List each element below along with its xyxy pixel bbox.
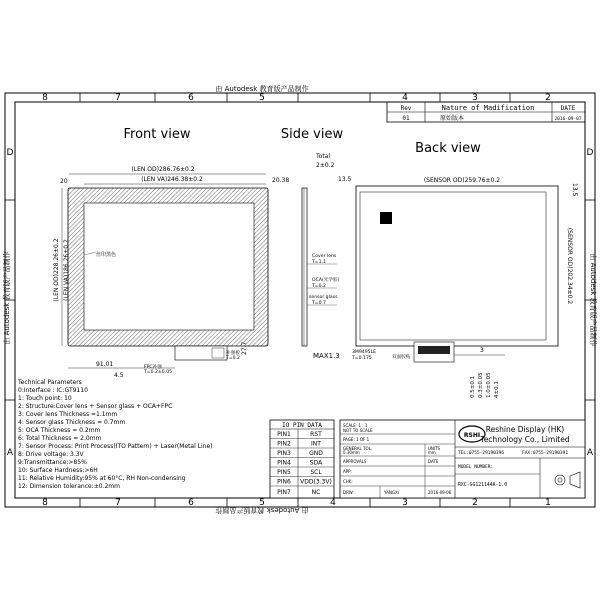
io-pin: PIN7 — [277, 489, 291, 496]
front-view-title: Front view — [123, 127, 191, 142]
io-pin: PIN4 — [277, 459, 291, 467]
io-title: IO PIN DATA — [282, 422, 322, 429]
grid-col-label: 3 — [402, 498, 408, 508]
double-tape-label: 3M9495LE — [352, 350, 377, 355]
tech-line: 10: Surface Hardness:>6H — [18, 467, 98, 474]
front-va-height: (LEN VA)186.26±0.2 — [63, 239, 70, 301]
company-fax: FAX:0755-29190391 — [522, 451, 569, 456]
oca-thickness: T=0.2 — [312, 284, 326, 289]
side-stack — [302, 188, 307, 346]
date-header: DATE — [560, 105, 576, 112]
logo-text: RSHI — [463, 432, 481, 439]
tech-line: 2: Structure:Cover lens + Sensor glass + OCA+FPC — [18, 403, 173, 410]
io-signal: GND — [309, 450, 323, 457]
fpc-tail-length: 27.7 — [241, 341, 248, 355]
fpc-dim-c: 1.0±0.05 — [486, 372, 492, 398]
tb-approvals: APPROVALS — [343, 459, 367, 464]
sensor-thickness: T=0.7 — [312, 301, 326, 306]
watermark-right: 由 Autodesk 教育版产品制作 — [589, 253, 597, 347]
tech-line: 7: Sensor Process: Print Process(ITO Pattern) + Laser(Metal Line) — [18, 443, 213, 450]
sensor-label: sensor glass — [309, 295, 338, 300]
front-od-height: (LEN OD)228.26±0.2 — [53, 238, 60, 302]
fpc-note: FPC补强 — [144, 365, 162, 370]
tech-line: 3: Cover lens Thickness =1.1mm — [18, 411, 118, 418]
tb-tol-value: 0.30mm — [343, 450, 360, 455]
grid-col-label: 6 — [188, 498, 194, 508]
tech-line: 1: Touch point: 10 — [18, 395, 72, 402]
sensor-height: (SENSOR OD)202.34±0.2 — [566, 227, 573, 305]
front-right-margin: 20.38 — [272, 177, 290, 184]
model-number: RXC-GG121144A-1.0 — [458, 483, 508, 488]
total-label: Total — [316, 153, 331, 160]
fpc-dim-3: 3 — [480, 347, 484, 354]
watermark-top: 由 Autodesk 教育版产品制作 — [215, 85, 309, 93]
tech-line: 5: OCA Thickness = 0.2mm — [18, 427, 101, 434]
rev-date: 2016-09-07 — [554, 117, 582, 122]
rev-header: Rev — [400, 105, 412, 112]
grid-row-label: D — [586, 148, 594, 158]
company-name-1: Reshine Display (HK) — [485, 425, 565, 434]
fpc-offset: 91.01 — [96, 361, 114, 368]
cover-label: Cover lens — [312, 254, 337, 259]
tb-units-value: mm — [428, 450, 436, 455]
grid-col-label: 7 — [115, 498, 121, 508]
company-tel: TEL:0755-29190396 — [458, 451, 505, 456]
tb-drawer: YANGXI — [384, 490, 399, 495]
io-signal: SDA — [309, 459, 323, 467]
fpc-dim-b: 0.3±0.05 — [478, 372, 484, 398]
nature-header: Nature of Madification — [441, 104, 535, 112]
grid-col-label: 8 — [42, 498, 48, 508]
fpc-dim-a: 0.5±0.1 — [470, 375, 476, 398]
back-view-title: Back view — [415, 141, 481, 156]
rev-value: 01 — [402, 115, 410, 122]
total-value: 2±0.2 — [316, 162, 335, 169]
tb-app: APP: — [343, 469, 352, 474]
front-view — [53, 166, 289, 379]
grid-col-label: 5 — [259, 93, 265, 103]
io-signal: VDD(3.3V) — [300, 478, 332, 486]
tb-date-label: DATE — [428, 459, 439, 464]
back-right-margin: 13.5 — [571, 183, 578, 197]
back-left-margin: 13.5 — [338, 176, 352, 183]
tech-line: 4: Sensor glass Thickness = 0.7mm — [18, 419, 126, 426]
tb-drw-date: 2016-09-06 — [428, 490, 452, 495]
double-tape-thickness: T=0.175 — [352, 356, 372, 361]
tape-note: 双面胶贴 — [392, 355, 411, 360]
grid-row-label: A — [586, 448, 594, 458]
side-max: MAX1.3 — [313, 352, 340, 360]
sensor-width: (SENSOR OD)259.76±0.2 — [423, 177, 501, 184]
grid-col-label: 8 — [42, 93, 48, 103]
fpc-width: 4.5 — [114, 372, 124, 379]
io-pin: PIN5 — [277, 469, 291, 476]
tech-parameters — [17, 379, 213, 490]
model-label: MODEL NUMBER: — [458, 465, 494, 470]
tb-not-to-scale: NOT TO SCALE — [343, 428, 373, 433]
fpc-note-thickness: T=0.2±0.05 — [144, 370, 173, 375]
viewing-area — [84, 203, 254, 330]
watermark-left: 由 Autodesk 教育版产品制作 — [3, 251, 11, 345]
side-view — [302, 153, 340, 360]
silk-label: 丝印黑色 — [96, 252, 117, 258]
tb-chk: CHK: — [343, 479, 353, 484]
io-signal: SCL — [310, 469, 322, 476]
ic-block — [380, 212, 392, 224]
stiffener-label: 补强板 — [226, 351, 240, 356]
back-view — [338, 176, 578, 398]
front-od-width: (LEN OD)286.76±0.2 — [131, 166, 195, 173]
side-view-title: Side view — [280, 127, 344, 142]
company-name-2: Technology Co., Limited — [480, 435, 570, 444]
grid-col-label: 5 — [259, 498, 265, 508]
tb-general-tol: GENERAL TOL. — [343, 446, 373, 451]
tb-scale: SCALE: 1 : 1 — [343, 423, 368, 428]
tb-drw: DRW: — [343, 490, 354, 495]
front-va-width: (LEN VA)246.38±0.2 — [141, 176, 203, 183]
tb-page: PAGE: 1 OF 1 — [343, 437, 370, 442]
stiffener-thickness: T=0.2 — [226, 356, 240, 361]
cover-thickness: T=1.1 — [312, 260, 326, 265]
tb-units: UNITS — [428, 446, 441, 451]
io-pin-table — [270, 420, 334, 498]
revision-table — [387, 102, 585, 122]
tech-line: 0:Interface : IC:GT9110 — [18, 387, 88, 394]
grid-col-label: 2 — [472, 498, 478, 508]
grid-col-label: 2 — [545, 93, 551, 103]
tech-line: 12: Dimension tolerance:±0.2mm — [18, 483, 120, 490]
io-pin: PIN1 — [277, 431, 291, 438]
tech-line: 9:Transmittance:>85% — [18, 459, 87, 466]
grid-col-label: 7 — [115, 93, 121, 103]
io-signal: INT — [311, 440, 321, 448]
io-signal: NC — [311, 489, 321, 496]
io-pin: PIN2 — [277, 440, 291, 448]
fpc-dim-d: 4±0.1 — [494, 381, 500, 398]
io-signal: RST — [310, 431, 322, 438]
grid-col-label: 4 — [402, 93, 408, 103]
tech-line: 8: Drive voltage: 3.3V — [18, 451, 84, 458]
io-pin: PIN3 — [277, 450, 291, 457]
tech-line: 11: Relative Humidity:95% at 60°C, RH Non-condensing — [18, 475, 186, 482]
oca-label: OCA(光学胶) — [312, 278, 340, 283]
front-top-margin: 20 — [60, 178, 68, 185]
grid-col-label: 6 — [188, 93, 194, 103]
tech-line: 6: Total Thickness = 2.0mm — [18, 435, 102, 442]
sensor-outline — [356, 186, 558, 346]
grid-row-label: A — [6, 448, 14, 458]
grid-col-label: 4 — [330, 498, 336, 508]
double-tape — [418, 346, 450, 354]
watermark-bottom: 由 Autodesk 教育版产品制作 — [215, 506, 309, 514]
rev-nature: 原始版本 — [440, 115, 465, 122]
tech-title: Technical Parameters — [18, 379, 82, 386]
grid-col-label: 1 — [545, 498, 551, 508]
io-pin: PIN6 — [277, 478, 291, 486]
grid-col-label: 3 — [472, 93, 478, 103]
title-block — [340, 420, 585, 498]
grid-row-label: D — [6, 148, 14, 158]
